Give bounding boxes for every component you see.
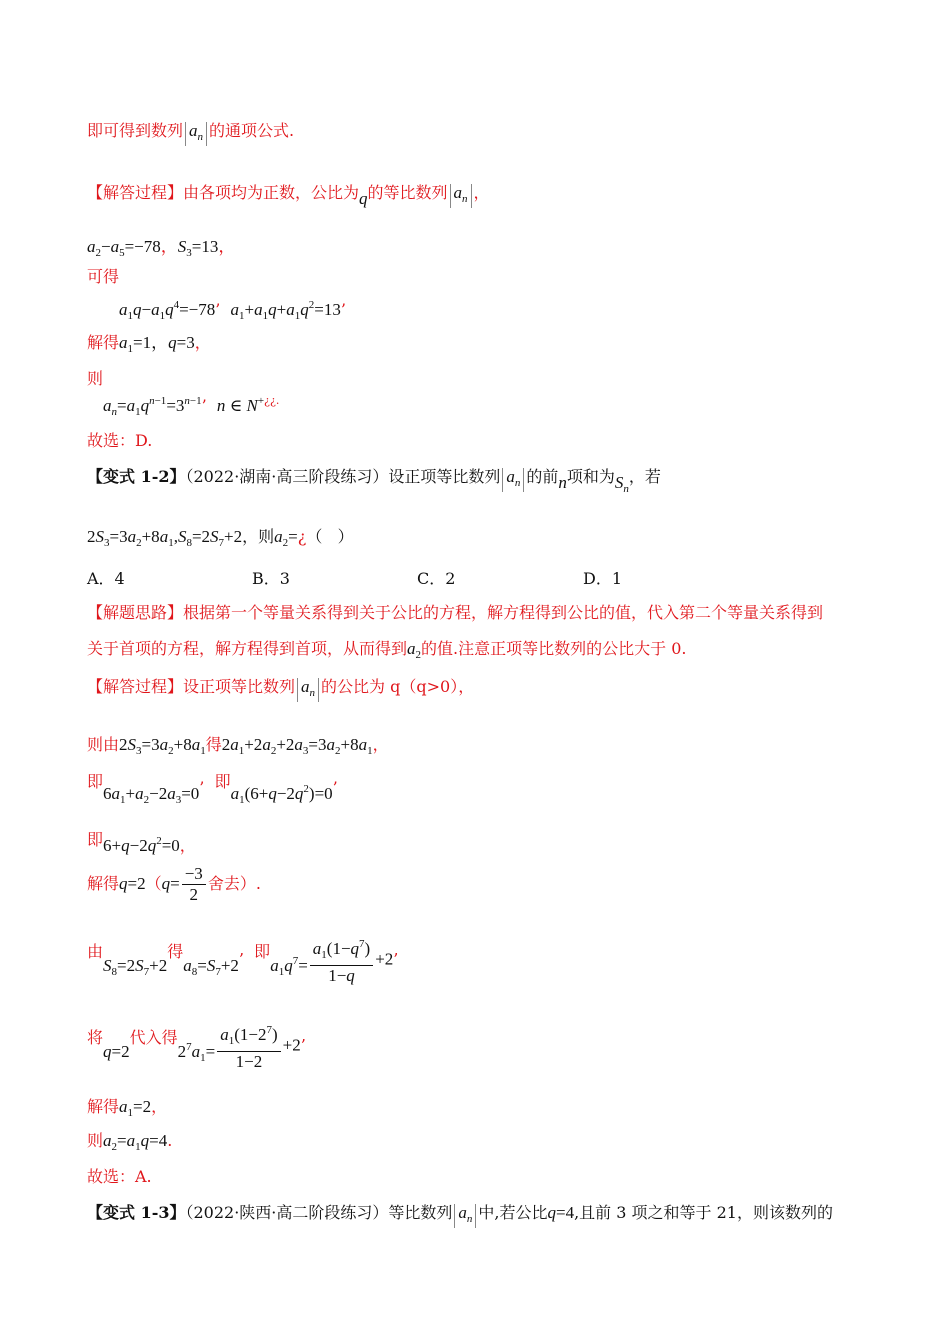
text: 得 (167, 941, 184, 961)
text: 得 (205, 735, 222, 754)
answer-line: 故选：A. (87, 1167, 152, 1186)
text: 根据第一个等量关系得到关于公比的方程，解方程得到公比的值，代入第二个等量关系得到 (183, 603, 824, 622)
text: 解得 (87, 333, 120, 352)
text: 设正项等比数列 (183, 677, 296, 696)
text: （ (145, 874, 162, 893)
text: 代入得 (129, 1027, 178, 1047)
text: 将 (87, 1027, 104, 1047)
step-1: 则由$2S_3=3a_2+8a_1$得$2a_1+2a_2+2a_3=3a_2+8a_1$， (87, 735, 389, 757)
text: 解得 (87, 1097, 120, 1116)
sequence-an: $a_n$ (297, 678, 319, 702)
text: 由各项均为正数，公比为 (183, 183, 360, 202)
step-5: 由$S_8=2S_7+2$得$a_8=S_7+2$’ 即$a_1q^7=$ $\frac{a_1(1-q^7)}{1-q}$ +2’ (87, 934, 398, 986)
process-header (87, 676, 474, 702)
idea-line-2: 关于首项的方程，解方程得到首项，从而得到$a_2$的值.注意正项等比数列的公比大于 0. (87, 639, 687, 661)
solve-line: 解得$a_1=1$，q=3， (87, 333, 211, 355)
general-term-line: 则 $a_n=a_1q^{n-1}=3^{n-1}$’ n ∈ N+¿¿. (87, 369, 280, 418)
text: 则 (87, 1131, 104, 1150)
answer-line: 故选：D. (87, 431, 153, 450)
text: 项和为 (566, 467, 615, 486)
option-b: B．3 (252, 569, 290, 588)
variant-1-3-question: 【变式 1-3】（2022·陕西·高二阶段练习）等比数列 $a_n$ 中,若公比q=4,且前 3 项之和等于 21，则该数列的 (87, 1202, 833, 1228)
text: 中,若公比 (478, 1203, 548, 1222)
given-equations: $a_2-a_5=-78$，$S_3=13$， (87, 237, 236, 259)
text: 则 (87, 369, 104, 388)
sequence-an: $a_n$ (454, 1204, 476, 1228)
derivation-line: 可得 $a_1q-a_1q^4=-78$’ $a_1+a_1q+a_1q^2=13$’ (87, 267, 346, 322)
step-3: 即$6+q-2q^2=0$， (87, 830, 196, 855)
variant-1-2-question: 【变式 1-2】（2022·湖南·高三阶段练习）设正项等比数列 $a_n$ 的前n项和为$S_n$，若 (87, 467, 661, 495)
text: 即 (214, 772, 231, 791)
text: 解得 (87, 874, 120, 893)
text: （2022·湖南·高三阶段练习）设正项等比数列 (185, 467, 501, 486)
sequence-an: $a_n$ (185, 122, 207, 146)
sequence-an: $a_n$ (450, 184, 472, 208)
option-c: C．2 (417, 569, 456, 588)
text: 关于首项的方程，解方程得到首项，从而得到 (87, 639, 408, 658)
text: 的值.注意正项等比数列的公比大于 0. (421, 639, 687, 658)
sequence-an: $a_n$ (502, 468, 524, 492)
text: 即 (87, 830, 104, 849)
step-6: 将q=2代入得$2^7a_1=$ $\frac{a_1(1-2^7)}{1-2}$ +2’ (87, 1020, 306, 1072)
text: 舍去）. (207, 874, 261, 893)
text: ,且前 3 项之和等于 21，则该数列的 (574, 1203, 833, 1222)
step-4: 解得q=2（q= $\frac{-3}{2}$ 舍去）. (87, 864, 261, 904)
section-tag: 【解答过程】 (87, 677, 184, 696)
section-tag: 【变式 1-3】 (87, 1203, 186, 1222)
step-7: 解得$a_1=2$， (87, 1097, 168, 1119)
text: ，若 (628, 467, 661, 486)
section-tag: 【变式 1-2】 (87, 467, 186, 486)
text: 的公比为 q（q>0）， (321, 677, 475, 696)
text: 则由 (87, 735, 120, 754)
solution-header: 【解答过程】由各项均为正数，公比为q的等比数列 $a_n$ ， (87, 183, 490, 208)
variant-1-2-conditions: $2S_3=3a_2+8a_1,S_8=2S_7+2$，则$a_2=¿$（ ） (87, 527, 354, 549)
section-tag: 【解题思路】 (87, 603, 184, 622)
text: 的等比数列 (367, 183, 448, 202)
text: 即 (254, 941, 271, 961)
text: 的通项公式. (209, 121, 295, 140)
option-a: A．4 (87, 569, 125, 588)
text: 由 (87, 941, 104, 961)
option-d: D．1 (583, 569, 623, 588)
text: 的前 (526, 467, 559, 486)
conclusion-line (87, 120, 294, 146)
step-8: 则$a_2=a_1q=4$. (87, 1131, 173, 1153)
idea-line-1 (87, 602, 823, 624)
text: 即 (87, 772, 104, 791)
text: 则 (258, 527, 275, 546)
section-tag: 【解答过程】 (87, 183, 184, 202)
text: 即可得到数列 (87, 121, 184, 140)
text: （2022·陕西·高二阶段练习）等比数列 (185, 1203, 453, 1222)
step-2: 即$6a_1+a_2-2a_3=0$’ 即$a_1(6+q-2q^2)=0$’ (87, 772, 338, 806)
